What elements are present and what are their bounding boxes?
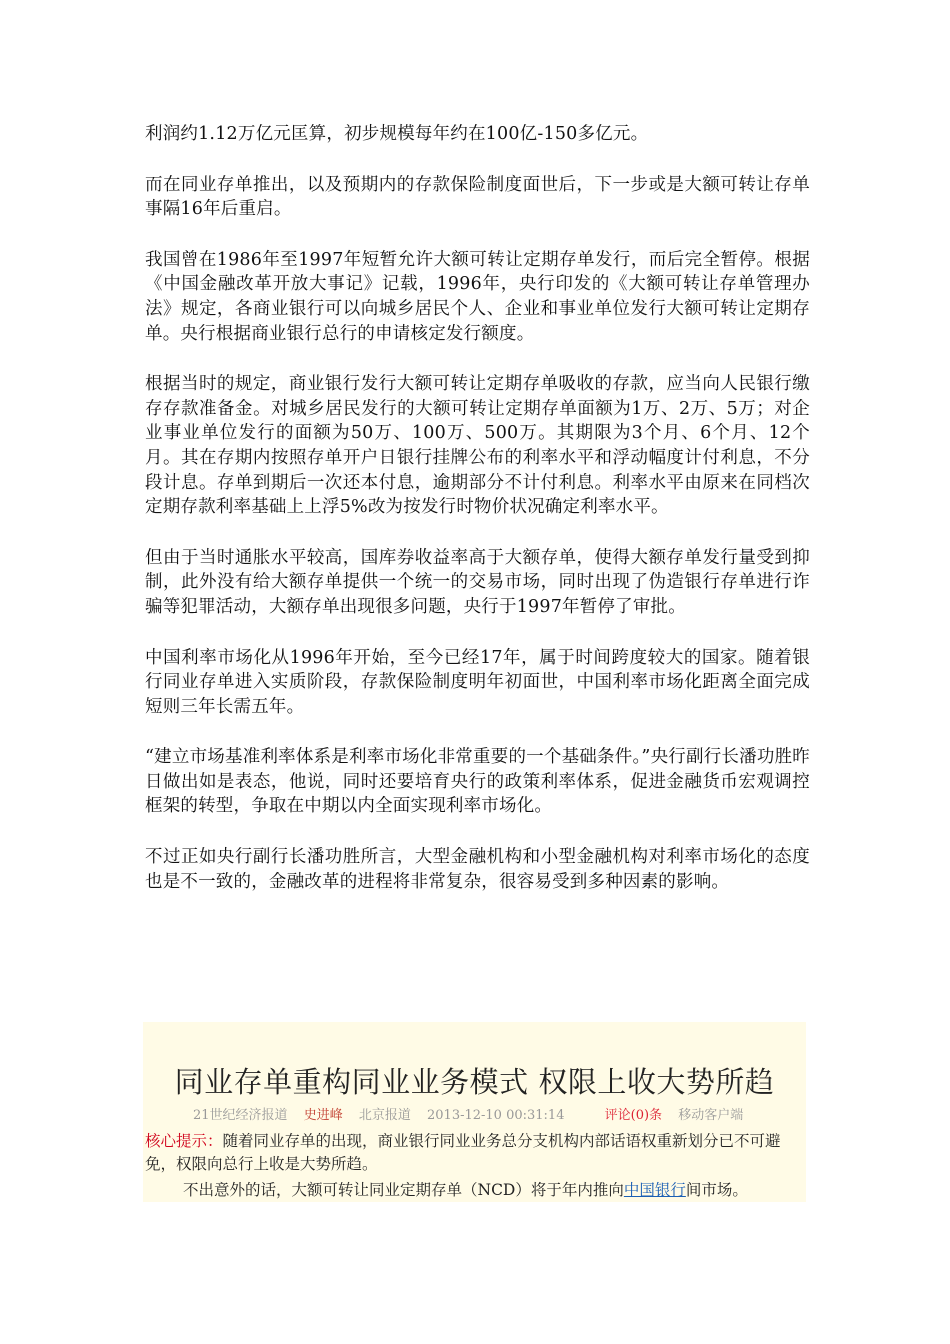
paragraph: 我国曾在1986年至1997年短暂允许大额可转让定期存单发行，而后完全暂停。根据《中国金融改革开放大事记》记载，1996年，央行印发的《大额可转让存单管理办法》规定，各商业银行可以向城乡居民个人、企业和事业单位发行大额可转让定期存单。央行根据商业银行总行的申请核定发行额度。 bbox=[145, 249, 810, 344]
lead-text-end: 间市场。 bbox=[685, 1181, 748, 1199]
article-headline[interactable]: 同业存单重构同业业务模式 权限上收大势所趋 bbox=[174, 1065, 775, 1099]
lead-text: 不出意外的话，大额可转让同业定期存单（NCD）将于年内推向 bbox=[183, 1181, 624, 1199]
article-meta bbox=[193, 1104, 755, 1123]
comments-link[interactable]: 评论(0)条 bbox=[604, 1108, 663, 1123]
related-article-box bbox=[143, 1022, 806, 1202]
article-location: 北京报道 bbox=[358, 1108, 411, 1123]
core-hint bbox=[145, 1130, 800, 1176]
article-author[interactable]: 史进峰 bbox=[303, 1108, 343, 1123]
paragraph: 而在同业存单推出，以及预期内的存款保险制度面世后，下一步或是大额可转让存单事隔16年后重启。 bbox=[145, 174, 810, 220]
hint-text: 随着同业存单的出现，商业银行同业业务总分支机构内部话语权重新划分已不可避免，权限向总行上收是大势所趋。 bbox=[145, 1132, 781, 1173]
bank-link[interactable]: 中国银行 bbox=[623, 1181, 686, 1199]
article-body bbox=[145, 122, 810, 920]
paragraph: 中国利率市场化从1996年开始，至今已经17年，属于时间跨度较大的国家。随着银行同业存单进入实质阶段，存款保险制度明年初面世，中国利率市场化距离全面完成短则三年长需五年。 bbox=[145, 647, 810, 717]
article-lead bbox=[183, 1179, 748, 1202]
article-source: 21世纪经济报道 bbox=[193, 1108, 288, 1123]
paragraph: 根据当时的规定，商业银行发行大额可转让定期存单吸收的存款，应当向人民银行缴存存款准备金。对城乡居民发行的大额可转让定期存单面额为1万、2万、5万；对企业事业单位发行的面额为50万、100万、500万。其期限为3个月、6个月、12个月。其在存期内按照存单开户日银行挂牌公布的利率水平和浮动幅度计付利息，不分段计息。存单到期后一次还本付息，逾期部分不计付利息。利率水平由原来在同档次定期存款利率基础上上浮5%改为按发行时物价状况确定利率水平。 bbox=[145, 374, 810, 518]
paragraph: “建立市场基准利率体系是利率市场化非常重要的一个基础条件。”央行副行长潘功胜昨日做出如是表态，他说，同时还要培育央行的政策利率体系，促进金融货币宏观调控框架的转型，争取在中期以内全面实现利率市场化。 bbox=[145, 747, 810, 817]
paragraph: 利润约1.12万亿元匡算，初步规模每年约在100亿-150多亿元。 bbox=[145, 124, 649, 144]
article-datetime: 2013-12-10 00:31:14 bbox=[427, 1108, 565, 1123]
paragraph: 但由于当时通胀水平较高，国库券收益率高于大额存单，使得大额存单发行量受到抑制，此外没有给大额存单提供一个统一的交易市场，同时出现了伪造银行存单进行诈骗等犯罪活动，大额存单出现很多问题，央行于1997年暂停了审批。 bbox=[145, 547, 810, 617]
hint-label: 核心提示： bbox=[145, 1132, 223, 1150]
mobile-client-link[interactable]: 移动客户端 bbox=[678, 1108, 744, 1123]
paragraph: 不过正如央行副行长潘功胜所言，大型金融机构和小型金融机构对利率市场化的态度也是不一致的，金融改革的进程将非常复杂，很容易受到多种因素的影响。 bbox=[145, 847, 810, 892]
